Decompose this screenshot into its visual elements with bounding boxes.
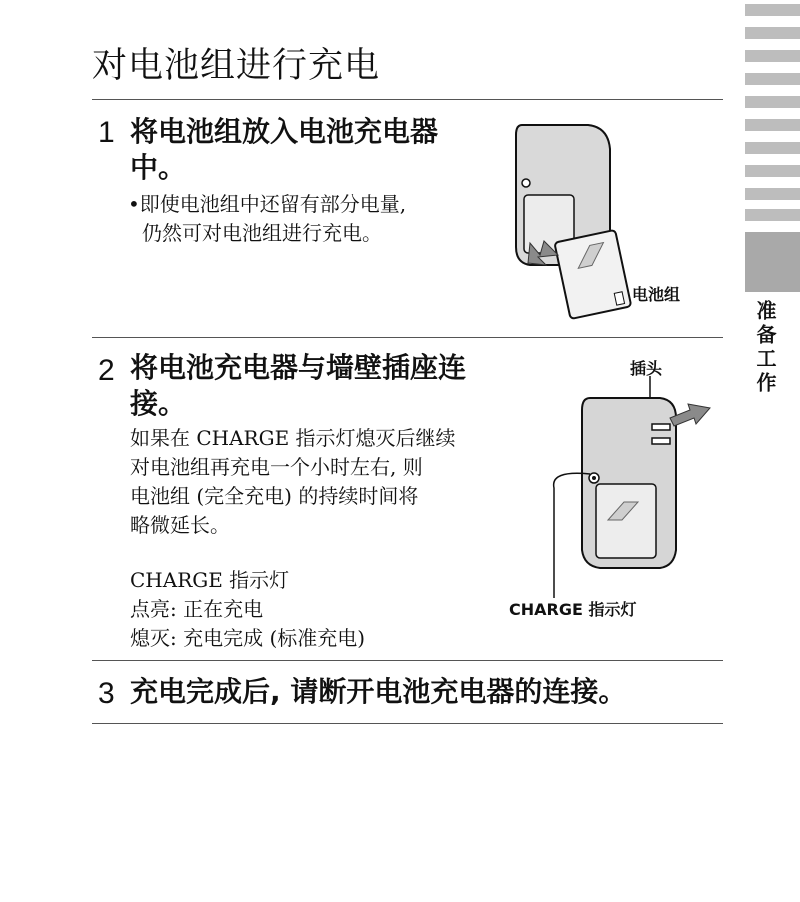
side-index-bar [745,209,800,221]
step-2-heading [130,350,466,422]
step-1-note-line: 仍然可对电池组进行充电。 [142,221,382,245]
step-2-paragraph-line: 电池组 (完全充电) 的持续时间将 [130,484,419,508]
step-1-heading-line: 中。 [130,151,187,184]
divider [92,660,723,661]
step-2-number: 2 [98,354,115,387]
step-3-number: 3 [98,677,115,710]
side-index-bar [745,142,800,154]
step-2-paragraph-line: 对电池组再充电一个小时左右, 则 [130,455,423,479]
divider [92,99,723,100]
side-index-bar [745,119,800,131]
charge-indicator-legend [130,566,365,653]
step-1-heading [130,114,438,186]
side-index-bar [745,50,800,62]
charge-indicator-on: 点亮: 正在充电 [130,597,264,621]
charger-plug-illustration [520,380,720,620]
step-2-heading-line: 接。 [130,387,187,420]
side-index-bar [745,165,800,177]
side-index-bar [745,188,800,200]
step-1-note [128,190,406,248]
divider [92,337,723,338]
plug-caption: 插头 [630,359,663,378]
step-2-paragraph-line: 如果在 CHARGE 指示灯熄灭后继续 [130,426,456,450]
step-3-heading: 充电完成后, 请断开电池充电器的连接。 [130,675,627,708]
side-index-active-tab[interactable] [745,232,800,292]
side-index-bar [745,73,800,85]
charge-indicator-off: 熄灭: 充电完成 (标准充电) [130,626,366,650]
side-index-bar [745,96,800,108]
side-section-label: 准备工作 [753,300,777,396]
charge-indicator-title: CHARGE 指示灯 [130,568,290,592]
battery-caption: 电池组 [632,285,681,304]
step-1-heading-line: 将电池组放入电池充电器 [130,115,439,148]
charge-lamp-caption: CHARGE 指示灯 [509,600,637,619]
step-2-paragraph [130,424,456,540]
side-index-bar [745,4,800,16]
step-1-number: 1 [98,116,115,149]
page-title: 对电池组进行充电 [92,46,381,86]
step-2-heading-line: 将电池充电器与墙壁插座连 [130,351,467,384]
step-2-paragraph-line: 略微延长。 [130,513,230,537]
side-index-bar [745,27,800,39]
step-1-note-line: •即使电池组中还留有部分电量, [128,192,407,216]
divider [92,723,723,724]
